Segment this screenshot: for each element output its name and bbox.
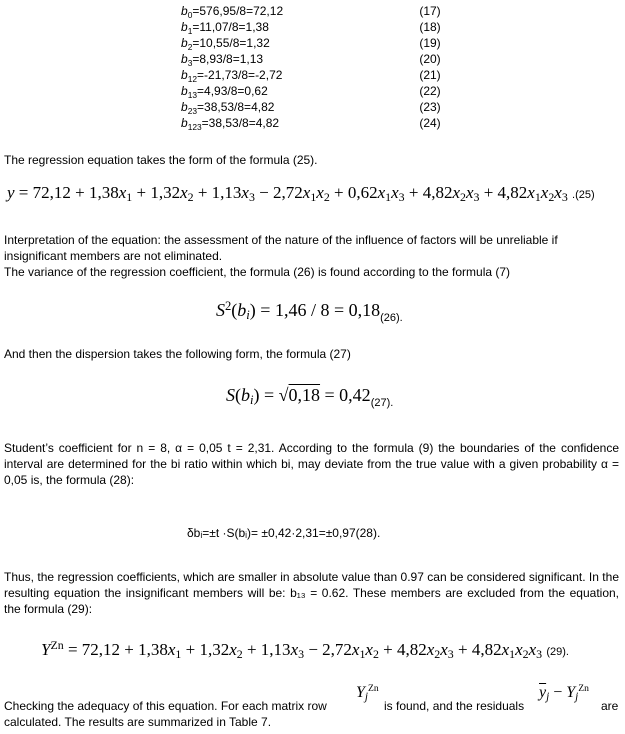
coefficient-row: $b_{123}=38,53/8=4,82$ (24) bbox=[181, 116, 441, 132]
coefficient-row: $b_{12}=-21,73/8=-2,72$ (21) bbox=[181, 68, 441, 84]
equation-26: $S^2(b_i) = 1,46 / 8 = 0,18_{(26).}$ bbox=[216, 299, 403, 324]
inline-formula-y-zn: $Y_j^{Zn}$ bbox=[356, 683, 379, 703]
equation-28: δbᵢ=±t ·S(bᵢ)= ±0,42·2,31=±0,97(28). bbox=[187, 526, 381, 540]
equation-29-number: (29). bbox=[546, 646, 569, 658]
equation-25: $y = 72,12 + 1,38x_1 + 1,32x_2 + 1,13x_3 - 2,72x_1x_2 + 0,62x_1x_3 + 4,82x_2x_3 + 4,82x_1x_2x_3$ .(25) bbox=[7, 183, 595, 204]
paragraph-variance: The variance of the regression coefficient, the formula (26) is found according to the formula (7) bbox=[4, 265, 511, 279]
paragraph-adequacy-line1 bbox=[4, 698, 327, 714]
adequacy-text-1: Checking the adequacy of this equation. For each matrix row bbox=[4, 699, 327, 713]
equation-29: $Y^{Zn} = 72,12 + 1,38x_1 + 1,32x_2 + 1,13x_3 - 2,72x_1x_2 + 4,82x_2x_3 + 4,82x_1x_2x_3$ (29). bbox=[41, 638, 569, 661]
paragraph-interpretation: Interpretation of the equation: the assessment of the nature of the influence of factors will be unreliable if insignificant members are not eliminated. bbox=[4, 233, 558, 263]
equation-27: $S(b_i) = √0,18 = 0,42_{(27).}$ bbox=[226, 385, 394, 409]
coefficient-row: $b_3=8,93/8=1,13$ (20) bbox=[181, 52, 441, 68]
paragraph-student-coefficient: Student’s coefficient for n = 8, α = 0,05 t = 2,31. According to the formula (9) the boundaries of the confidence interval are determined for the bi ratio within which bi, may deviate from the true value with a given probability α = 0,05 is, the formula (28): bbox=[4, 441, 619, 487]
adequacy-text-3: are bbox=[601, 699, 619, 713]
coefficient-row: $b_1=11,07/8=1,38$ (18) bbox=[181, 20, 441, 36]
paragraph-regression-intro: The regression equation takes the form of the formula (25). bbox=[4, 153, 318, 167]
equation-26-number: (26). bbox=[380, 312, 403, 324]
inline-formula-residual: $\overline{y}_j - Y_j^{Zn}$ bbox=[539, 683, 589, 703]
coefficient-row: $b_{13}=4,93/8=0,62$ (22) bbox=[181, 84, 441, 100]
equation-27-number: (27). bbox=[370, 397, 394, 409]
paragraph-dispersion: And then the dispersion takes the following form, the formula (27) bbox=[4, 347, 351, 361]
adequacy-text-2: is found, and the residuals bbox=[384, 699, 525, 713]
coefficient-row: $b_{23}=38,53/8=4,82$ (23) bbox=[181, 100, 441, 116]
coefficient-row: $b_0=576,95/8=72,12$ (17) bbox=[181, 4, 441, 20]
coefficient-row: $b_2=10,55/8=1,32$ (19) bbox=[181, 36, 441, 52]
paragraph-significance: Thus, the regression coefficients, which are smaller in absolute value than 0.97 can be considered significant. In the resulting equation the insignificant members will be: b₁₃ = 0.62. These members are excluded from the equation, the formula (29): bbox=[4, 570, 619, 616]
paragraph-adequacy-line2: calculated. The results are summarized in Table 7. bbox=[4, 715, 272, 729]
equation-25-number: .(25) bbox=[572, 189, 595, 201]
